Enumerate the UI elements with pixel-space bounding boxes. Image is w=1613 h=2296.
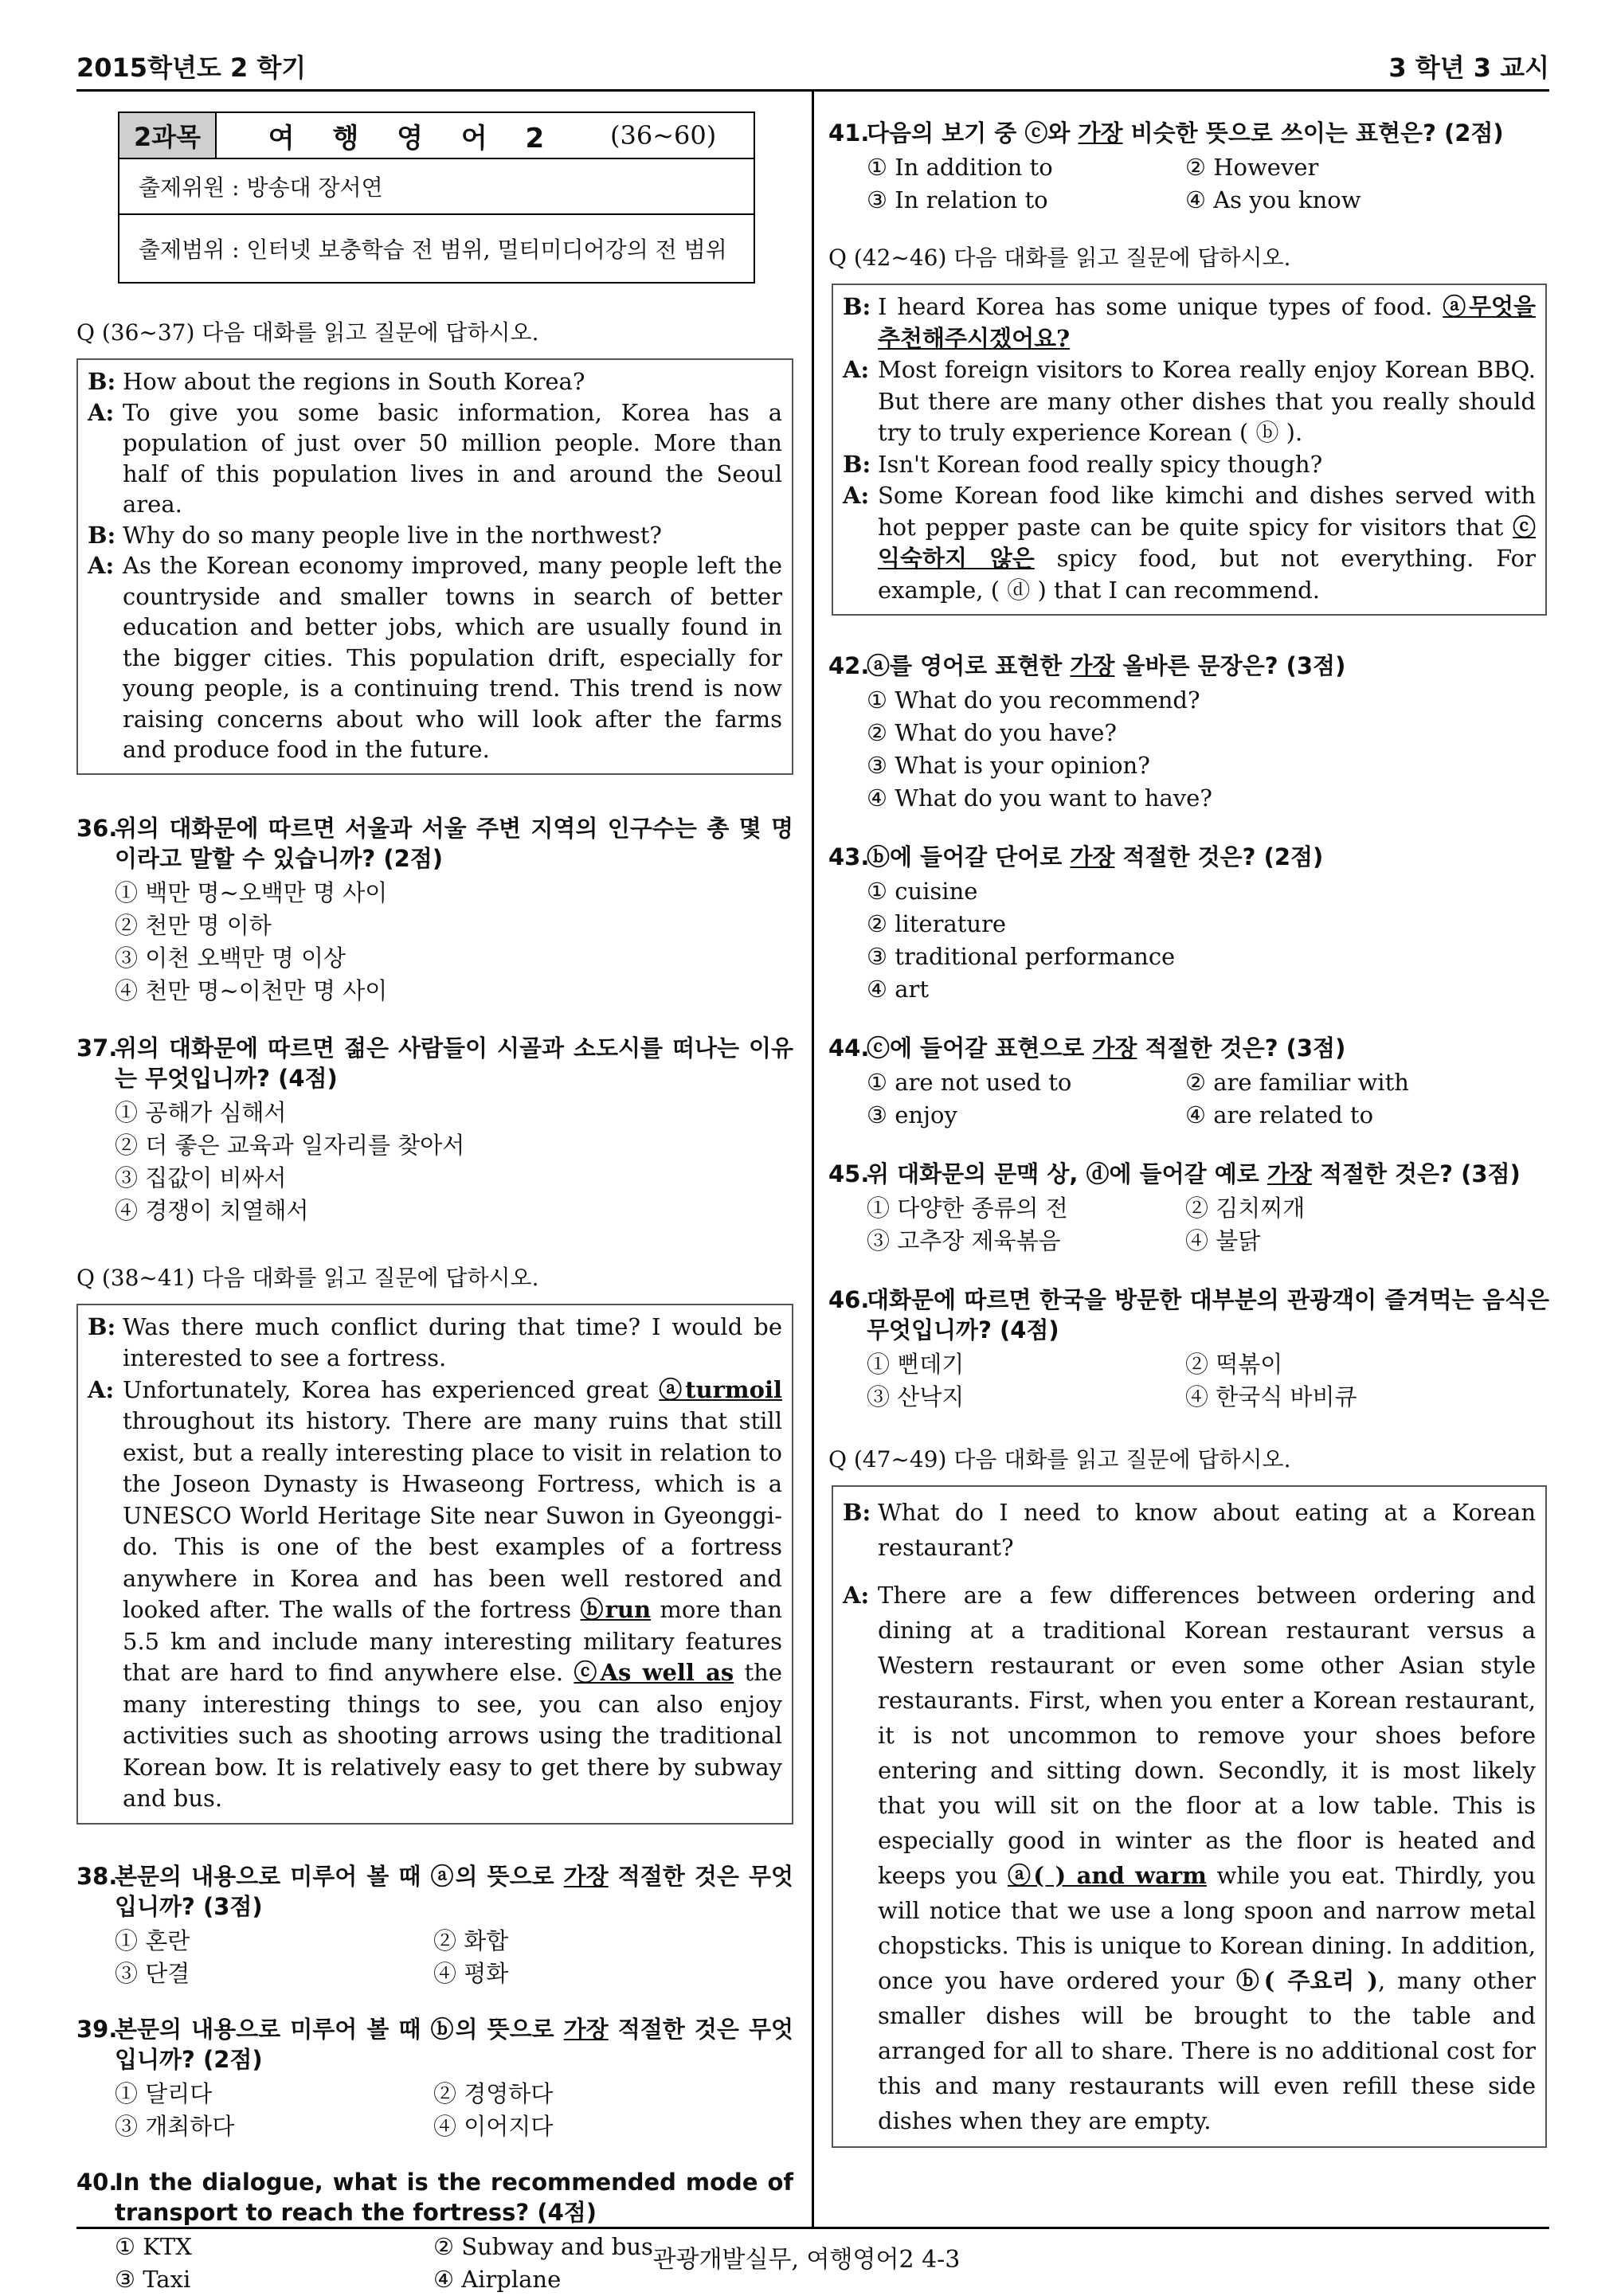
marked-phrase-b: ⓑ( 주요리 ) bbox=[1235, 1967, 1379, 1994]
option[interactable]: ③ 고추장 제육볶음 bbox=[867, 1227, 1061, 1254]
option[interactable]: ② What do you have? bbox=[867, 719, 1117, 746]
speaker: A: bbox=[88, 398, 115, 426]
question-text: 위의 대화문에 따르면 젊은 사람들이 시골과 소도시를 떠나는 이유는 무엇입니까? (4점) bbox=[115, 1034, 793, 1092]
utterance: Isn't Korean food really spicy though? bbox=[878, 450, 1323, 478]
speaker: B: bbox=[88, 1312, 116, 1340]
question-group-36: Q (36~37) 다음 대화를 읽고 질문에 답하시오. bbox=[76, 319, 539, 346]
utterance: Was there much conflict during that time? I would be interested to see a fortress. bbox=[123, 1312, 782, 1371]
subject-title-row bbox=[119, 113, 754, 159]
question-39 bbox=[76, 2014, 793, 2143]
question-group-42: Q (42~46) 다음 대화를 읽고 질문에 답하시오. bbox=[828, 244, 1291, 271]
option[interactable]: ② 경영하다 bbox=[433, 2079, 554, 2107]
dialog-box-2 bbox=[76, 1304, 793, 1825]
question-text: 위의 대화문에 따르면 서울과 서울 주변 지역의 인구수는 총 몇 명이라고 말할 수 있습니까? (2점) bbox=[115, 814, 793, 872]
option[interactable]: ② Subway and bus bbox=[433, 2232, 653, 2260]
question-text: 대화문에 따르면 한국을 방문한 대부분의 관광객이 즐겨먹는 음식은 무엇입니까? (4점) bbox=[867, 1286, 1549, 1344]
question-number: 46. bbox=[828, 1286, 870, 1313]
question-text: ⓑ에 들어갈 단어로 가장 적절한 것은? (2점) bbox=[867, 843, 1324, 870]
option[interactable]: ④ As you know bbox=[1185, 186, 1361, 213]
question-45 bbox=[828, 1159, 1549, 1258]
question-text: 본문의 내용으로 미루어 볼 때 ⓑ의 뜻으로 가장 적절한 것은 무엇입니까? (2점) bbox=[115, 2015, 794, 2073]
question-text: ⓐ를 영어로 표현한 가장 올바른 문장은? (3점) bbox=[867, 652, 1346, 679]
option[interactable]: ① cuisine bbox=[867, 878, 978, 905]
dialog-line bbox=[843, 1495, 1536, 1565]
speaker: B: bbox=[88, 521, 116, 549]
subject-scope: 출제범위 : 인터넷 보충학습 전 범위, 멀티미디어강의 전 범위 bbox=[139, 237, 727, 263]
subject-label: 2과목 bbox=[119, 113, 217, 158]
option[interactable]: ① are not used to bbox=[867, 1069, 1072, 1096]
option[interactable]: ③ enjoy bbox=[867, 1101, 957, 1128]
marked-phrase-a: ⓐ무엇을 추천해주시겠어요? bbox=[878, 293, 1536, 352]
question-number: 38. bbox=[76, 1862, 118, 1890]
option[interactable]: ② are familiar with bbox=[1185, 1069, 1409, 1096]
option[interactable]: ③ Taxi bbox=[115, 2265, 191, 2293]
speaker: A: bbox=[843, 356, 870, 383]
option[interactable]: ④ 평화 bbox=[433, 1959, 509, 1987]
dialog-line bbox=[843, 1578, 1536, 2138]
option[interactable]: ① 혼란 bbox=[115, 1926, 190, 1954]
option[interactable]: ② 화합 bbox=[433, 1926, 509, 1954]
utterance: Unfortunately, Korea has experienced great ⓐturmoil throughout its history. There are many ruins that still exist, but a really interesting place to visit in relation to the Joseon Dynasty is Hwaseong Fortress, which is a UNESCO World Heritage Site near Suwon in Gyeonggi-do. This is one of the best examples of a fortress anywhere in Korea and has been well restored and looked after. The walls of the fortress ⓑrun more than 5.5 km and include many interesting military features that are hard to find anywhere else. ⓒAs well as the many interesting things to see, you can also enjoy activities such as shooting arrows using the traditional Korean bow. It is relatively easy to get there by subway and bus. bbox=[123, 1375, 783, 1812]
option[interactable]: ④ 불닭 bbox=[1185, 1227, 1261, 1254]
marked-word-c: ⓒAs well as bbox=[574, 1659, 734, 1686]
subject-box bbox=[118, 111, 755, 284]
dialog-line bbox=[88, 397, 782, 520]
column-divider bbox=[812, 89, 814, 2227]
dialog-line bbox=[843, 480, 1536, 606]
option[interactable]: ① 뻔데기 bbox=[867, 1351, 965, 1378]
dialog-line bbox=[88, 366, 782, 397]
option[interactable]: ④ 이어지다 bbox=[433, 2112, 554, 2140]
header-term: 2015학년도 2 학기 bbox=[76, 53, 307, 83]
question-43 bbox=[828, 842, 1549, 1006]
option[interactable]: ③ 단결 bbox=[115, 1959, 190, 1987]
speaker: A: bbox=[88, 1375, 115, 1403]
question-number: 36. bbox=[76, 814, 118, 842]
option[interactable]: ② 천만 명 이하 bbox=[115, 911, 272, 939]
utterance: To give you some basic information, Korea has a population of just over 50 million people. More than half of this population lives in and around the Seoul area. bbox=[123, 398, 782, 518]
dialog-line bbox=[88, 550, 782, 765]
question-number: 44. bbox=[828, 1035, 870, 1062]
option[interactable]: ② literature bbox=[867, 910, 1007, 937]
option[interactable]: ② 김치찌개 bbox=[1185, 1195, 1306, 1222]
question-number: 43. bbox=[828, 843, 870, 870]
question-46 bbox=[828, 1285, 1549, 1414]
option[interactable]: ① What do you recommend? bbox=[867, 686, 1200, 714]
question-42 bbox=[828, 651, 1549, 815]
speaker: B: bbox=[843, 450, 871, 478]
speaker: B: bbox=[88, 368, 116, 395]
subject-authors: 출제위원 : 방송대 장서연 bbox=[119, 159, 754, 215]
speaker: A: bbox=[88, 552, 115, 579]
question-number: 42. bbox=[828, 652, 870, 679]
option[interactable]: ① 공해가 심해서 bbox=[115, 1098, 287, 1126]
dialog-box-4 bbox=[832, 1485, 1547, 2148]
question-number: 39. bbox=[76, 2015, 118, 2043]
option[interactable]: ③ traditional performance bbox=[867, 943, 1176, 970]
option[interactable]: ④ 천만 명~이천만 명 사이 bbox=[115, 976, 388, 1004]
utterance: As the Korean economy improved, many people left the countryside and smaller towns in search of better education and better jobs, which are usually found in the bigger cities. This population drift, especially for young people, is a continuing trend. This trend is now raising concerns about who will look after the farms and produce food in the future. bbox=[123, 552, 782, 763]
option[interactable]: ① In addition to bbox=[867, 154, 1053, 181]
marked-phrase-c: ⓒ익숙하지 않은 bbox=[878, 513, 1536, 572]
utterance: Some Korean food like kimchi and dishes served with hot pepper paste can be quite spicy for visitors that ⓒ익숙하지 않은 spicy food, but not everything. For example, ( ⓓ ) that I can recommend. bbox=[878, 482, 1536, 604]
dialog-line bbox=[843, 354, 1536, 449]
dialog-line bbox=[88, 1375, 782, 1815]
question-41 bbox=[828, 118, 1549, 217]
option[interactable]: ① 다양한 종류의 전 bbox=[867, 1195, 1068, 1222]
question-text: ⓒ에 들어갈 표현으로 가장 적절한 것은? (3점) bbox=[867, 1035, 1346, 1062]
dialog-line bbox=[843, 291, 1536, 354]
question-text: 본문의 내용으로 미루어 볼 때 ⓐ의 뜻으로 가장 적절한 것은 무엇입니까? (3점) bbox=[115, 1862, 794, 1920]
option[interactable]: ① 백만 명~오백만 명 사이 bbox=[115, 878, 388, 906]
question-number: 45. bbox=[828, 1160, 870, 1187]
right-column bbox=[828, 111, 1549, 2148]
dialog-line bbox=[88, 1312, 782, 1375]
option[interactable]: ② However bbox=[1185, 154, 1319, 181]
option[interactable]: ② 떡볶이 bbox=[1185, 1351, 1283, 1378]
question-44 bbox=[828, 1033, 1549, 1132]
option[interactable]: ③ In relation to bbox=[867, 186, 1048, 213]
question-40 bbox=[76, 2167, 793, 2296]
option[interactable]: ③ 집값이 비싸서 bbox=[115, 1164, 287, 1191]
question-text: 다음의 보기 중 ⓒ와 가장 비슷한 뜻으로 쓰이는 표현은? (2점) bbox=[867, 119, 1504, 147]
page-footer: 관광개발실무, 여행영어2 4-3 bbox=[652, 2246, 961, 2274]
dialog-line bbox=[88, 520, 782, 551]
option[interactable]: ④ are related to bbox=[1185, 1101, 1374, 1128]
question-37 bbox=[76, 1033, 793, 1227]
question-38 bbox=[76, 1861, 793, 1990]
question-36 bbox=[76, 813, 793, 1007]
marked-phrase-a: ⓐ( ) and warm bbox=[1007, 1862, 1207, 1889]
dialog-box-1 bbox=[76, 358, 793, 775]
utterance: Most foreign visitors to Korea really enjoy Korean BBQ. But there are many other dishes that you really should try to truly experience Korean ( ⓑ ). bbox=[878, 356, 1536, 446]
question-group-38: Q (38~41) 다음 대화를 읽고 질문에 답하시오. bbox=[76, 1264, 539, 1291]
subject-range: (36~60) bbox=[610, 120, 717, 151]
utterance: What do I need to know about eating at a Korean restaurant? bbox=[878, 1499, 1536, 1561]
utterance: I heard Korea has some unique types of food. ⓐ무엇을 추천해주시겠어요? bbox=[878, 293, 1536, 352]
option[interactable]: ④ 경쟁이 치열해서 bbox=[115, 1196, 309, 1224]
speaker: B: bbox=[843, 293, 871, 320]
option[interactable]: ③ What is your opinion? bbox=[867, 752, 1150, 779]
option[interactable]: ① 달리다 bbox=[115, 2079, 213, 2107]
utterance: There are a few differences between ordering and dining at a traditional Korean restaurant versus a Western restaurant or even some other Asian style restaurants. First, when you enter a Korean restaurant, it is not uncommon to remove your shoes before entering and sitting down. Secondly, it is most likely that you will sit on the floor at a low table. This is especially good in winter as the floor is heated and keeps you ⓐ( ) and warm while you eat. Thirdly, you will notice that we use a long spoon and narrow metal chopsticks. This is unique to Korean dining. In addition, once you have ordered your ⓑ( 주요리 ), many other smaller dishes will be brought to the table and arranged for all to share. There is no additional cost for this and many restaurants will even refill these side dishes when they are empty. bbox=[878, 1582, 1536, 2134]
question-number: 41. bbox=[828, 119, 870, 147]
speaker: B: bbox=[843, 1499, 871, 1526]
dialog-box-3 bbox=[832, 284, 1547, 616]
option[interactable]: ④ Airplane bbox=[433, 2265, 562, 2293]
question-text: 위 대화문의 문맥 상, ⓓ에 들어갈 예로 가장 적절한 것은? (3점) bbox=[867, 1160, 1521, 1187]
dialog-line bbox=[843, 449, 1536, 481]
subject-name: 여 행 영 어 2 bbox=[268, 122, 559, 155]
marked-word-a: ⓐturmoil bbox=[659, 1375, 782, 1403]
option[interactable]: ③ 이천 오백만 명 이상 bbox=[115, 944, 346, 972]
option[interactable]: ③ 산낙지 bbox=[867, 1383, 965, 1410]
utterance: Why do so many people live in the northwest? bbox=[123, 521, 662, 549]
speaker: A: bbox=[843, 482, 870, 509]
option[interactable]: ② 더 좋은 교육과 일자리를 찾아서 bbox=[115, 1131, 465, 1159]
left-column bbox=[76, 111, 793, 2296]
option[interactable]: ③ 개최하다 bbox=[115, 2112, 235, 2140]
option[interactable]: ④ art bbox=[867, 976, 930, 1003]
question-text: In the dialogue, what is the recommended mode of transport to reach the fortress? (4점) bbox=[115, 2168, 793, 2226]
question-number: 37. bbox=[76, 1034, 118, 1062]
option[interactable]: ① KTX bbox=[115, 2232, 192, 2260]
option[interactable]: ④ What do you want to have? bbox=[867, 784, 1212, 812]
utterance: How about the regions in South Korea? bbox=[123, 368, 585, 395]
question-number: 40. bbox=[76, 2168, 118, 2196]
question-group-47: Q (47~49) 다음 대화를 읽고 질문에 답하시오. bbox=[828, 1446, 1291, 1473]
marked-word-b: ⓑrun bbox=[580, 1596, 652, 1623]
header-grade-period: 3 학년 3 교시 bbox=[1388, 53, 1549, 83]
speaker: A: bbox=[843, 1582, 870, 1609]
option[interactable]: ④ 한국식 바비큐 bbox=[1185, 1383, 1357, 1410]
